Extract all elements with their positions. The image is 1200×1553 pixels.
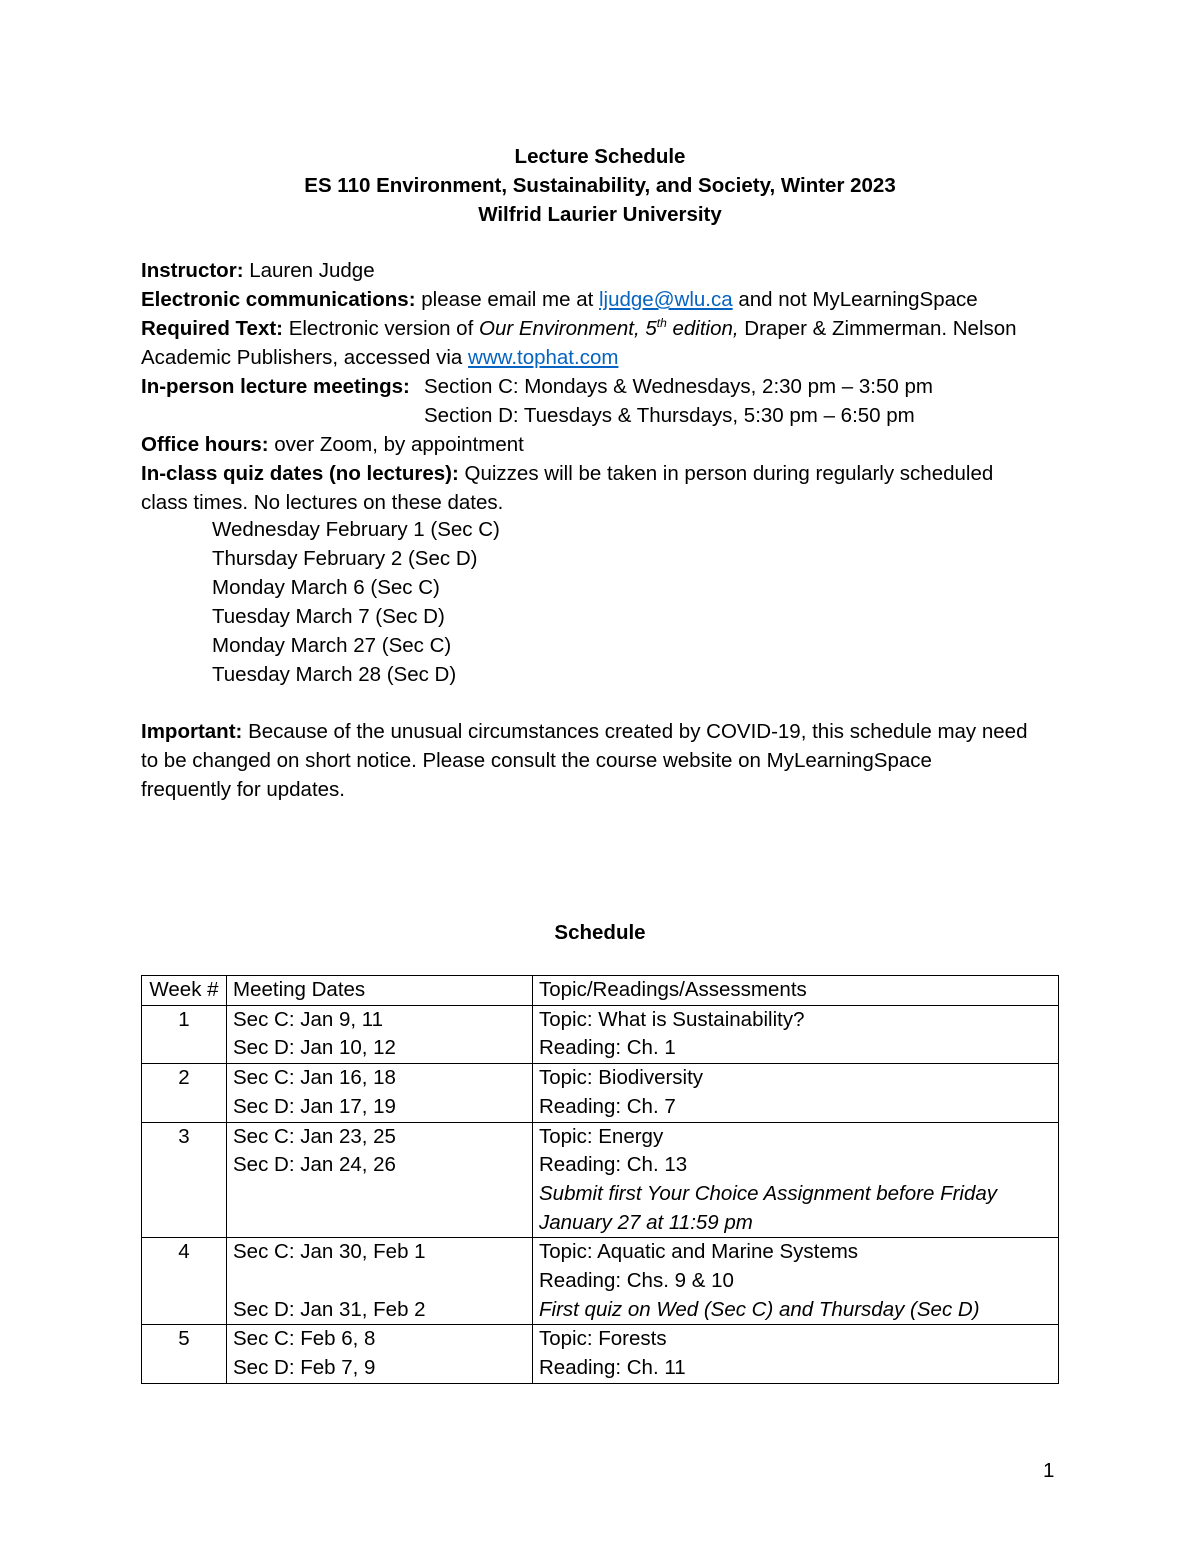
dates-cell: Sec C: Jan 30, Feb 1 Sec D: Jan 31, Feb 2 [227,1238,533,1325]
quiz-date-item: Thursday February 2 (Sec D) [212,547,478,570]
office-hours-line: Office hours: over Zoom, by appointment [141,433,524,456]
week-cell: 2 [142,1064,227,1122]
dates-cell: Sec C: Feb 6, 8 Sec D: Feb 7, 9 [227,1325,533,1383]
tophat-link[interactable]: www.tophat.com [468,346,619,369]
schedule-heading: Schedule [554,921,646,944]
university-name: Wilfrid Laurier University [478,203,722,226]
page-title: Lecture Schedule [514,145,686,168]
course-title: ES 110 Environment, Sustainability, and Society, Winter 2023 [304,174,896,197]
quiz-date-item: Wednesday February 1 (Sec C) [212,518,500,541]
info-block [141,256,1071,517]
quiz-dates-line: In-class quiz dates (no lectures): Quizzes will be taken in person during regularly scheduled [141,462,994,485]
email-link[interactable]: ljudge@wlu.ca [599,288,733,311]
column-header: Week # [142,976,227,1006]
table-row [142,1064,1059,1122]
week-cell: 3 [142,1122,227,1238]
page-number: 1 [1043,1459,1055,1482]
topic-cell: Topic: Energy Reading: Ch. 13 Submit first Your Choice Assignment before Friday January 27 at 11:59 pm [533,1122,1059,1238]
dates-cell: Sec C: Jan 9, 11 Sec D: Jan 10, 12 [227,1005,533,1063]
topic-cell: Topic: Forests Reading: Ch. 11 [533,1325,1059,1383]
topic-cell: Topic: What is Sustainability? Reading: Ch. 1 [533,1005,1059,1063]
dates-cell: Sec C: Jan 23, 25 Sec D: Jan 24, 26 [227,1122,533,1238]
quiz-date-item: Tuesday March 7 (Sec D) [212,605,445,628]
instructor-line: Instructor: Lauren Judge [141,259,375,282]
week-cell: 1 [142,1005,227,1063]
title-block [0,142,1200,229]
quiz-date-item: Monday March 6 (Sec C) [212,576,440,599]
important-notice: Important: Because of the unusual circumstances created by COVID-19, this schedule may need to be changed on short notice. Please consult the course website on MyLearningSpace frequently for updates. [141,720,1028,801]
week-cell: 4 [142,1238,227,1325]
dates-cell: Sec C: Jan 16, 18 Sec D: Jan 17, 19 [227,1064,533,1122]
lecture-meetings-line-2: Section D: Tuesdays & Thursdays, 5:30 pm – 6:50 pm [424,404,915,427]
table-row [142,1238,1059,1325]
schedule-table [141,975,1059,1384]
quiz-date-item: Monday March 27 (Sec C) [212,634,452,657]
table-row [142,1325,1059,1383]
topic-cell: Topic: Biodiversity Reading: Ch. 7 [533,1064,1059,1122]
week-cell: 5 [142,1325,227,1383]
table-header-row [142,976,1059,1006]
quiz-dates-line-2: class times. No lectures on these dates. [141,491,504,514]
column-header: Topic/Readings/Assessments [533,976,1059,1006]
topic-cell: Topic: Aquatic and Marine Systems Reading: Chs. 9 & 10 First quiz on Wed (Sec C) and Thursday (Sec D) [533,1238,1059,1325]
communications-line: Electronic communications: please email me at ljudge@wlu.ca and not MyLearningSpace [141,288,978,311]
table-row [142,1122,1059,1238]
lecture-meetings-line: In-person lecture meetings: Section C: Mondays & Wednesdays, 2:30 pm – 3:50 pm [141,375,933,398]
required-text-line: Required Text: Electronic version of Our Environment, 5th edition, Draper & Zimmerman. Nelson [141,316,1017,340]
quiz-date-item: Tuesday March 28 (Sec D) [212,663,457,686]
column-header: Meeting Dates [227,976,533,1006]
quiz-date-list [212,515,500,689]
required-text-line-2: Academic Publishers, accessed via www.tophat.com [141,346,619,369]
table-row [142,1005,1059,1063]
